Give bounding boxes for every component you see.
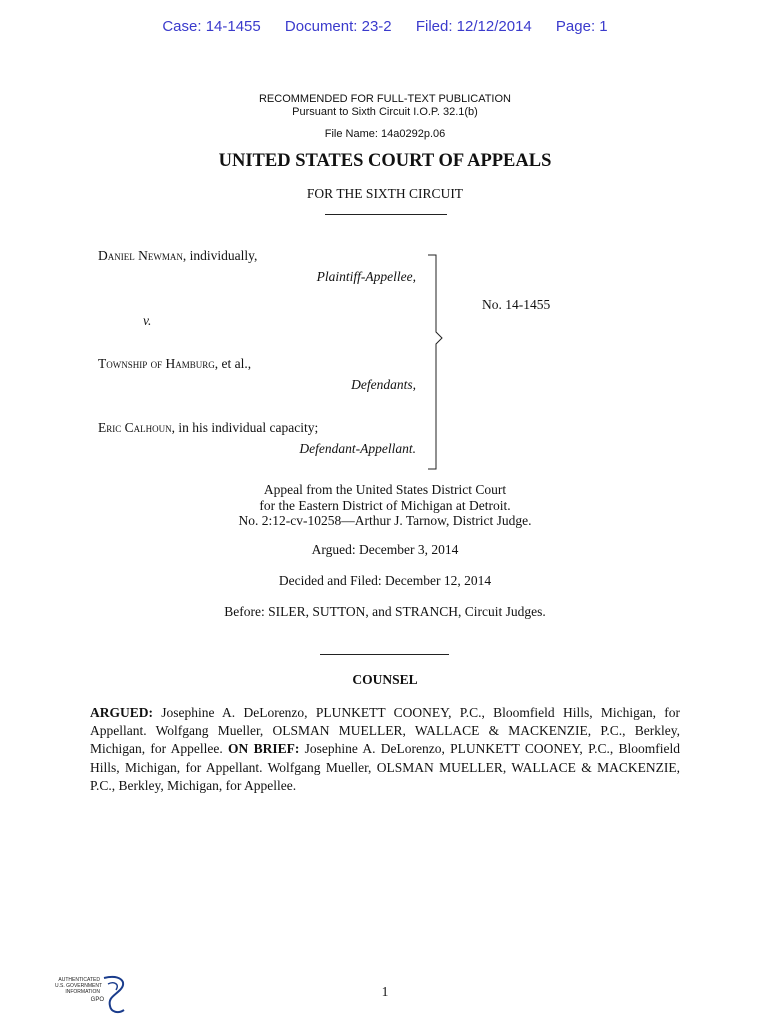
svg-text:AUTHENTICATED: AUTHENTICATED bbox=[58, 977, 100, 983]
file-name: File Name: 14a0292p.06 bbox=[324, 128, 446, 140]
publication-recommendation: RECOMMENDED FOR FULL-TEXT PUBLICATION bbox=[258, 93, 511, 105]
svg-text:GPO: GPO bbox=[90, 997, 104, 1003]
filed-date-stamp: Filed: 12/12/2014 bbox=[415, 18, 532, 35]
defendants-role: Defendants, bbox=[351, 377, 416, 392]
svg-text:U.S. GOVERNMENT: U.S. GOVERNMENT bbox=[55, 983, 102, 989]
svg-text:INFORMATION: INFORMATION bbox=[65, 989, 100, 995]
appeal-info: Appeal from the United States District Court for the Eastern District of Michigan at Detroit. No. 2:12-cv-10258—Arthur J. Tarnow, District Judge. bbox=[238, 482, 532, 528]
circuit-name: FOR THE SIXTH CIRCUIT bbox=[306, 186, 464, 201]
page-number: 1 bbox=[381, 984, 389, 999]
party-defendant: Township of Hamburg, et al., bbox=[98, 356, 252, 371]
court-title: UNITED STATES COURT OF APPEALS bbox=[218, 151, 552, 171]
title-divider bbox=[325, 214, 447, 215]
document-number-stamp: Document: 23-2 bbox=[284, 18, 392, 35]
case-number: No. 14-1455 bbox=[482, 297, 551, 312]
counsel-paragraph: ARGUED: Josephine A. DeLorenzo, PLUNKETT COONEY, P.C., Bloomfield Hills, Michigan, for Appellant. Wolfgang Mueller, OLSMAN MUELLER, WALLACE & MACKENZIE, P.C., Berkley, Michigan, for Appellee. ON BRIEF: Josephine A. DeLorenzo, PLUNKETT COONEY, P.C., Bloomfield Hills, Michigan, for Appellant. Wolfgang Mueller, OLSMAN MUELLER, WALLACE & MACKENZIE, P.C., Berkley, Michigan, for Appellee. bbox=[90, 705, 680, 793]
filing-header bbox=[0, 18, 770, 35]
panel-judges: Before: SILER, SUTTON, and STRANCH, Circuit Judges. bbox=[224, 604, 546, 619]
party-plaintiff: Daniel Newman, individually, bbox=[98, 248, 258, 263]
publication-rule: Pursuant to Sixth Circuit I.O.P. 32.1(b) bbox=[292, 106, 478, 118]
versus: v. bbox=[143, 313, 152, 328]
plaintiff-role: Plaintiff-Appellee, bbox=[316, 269, 416, 284]
argued-date: Argued: December 3, 2014 bbox=[311, 542, 459, 557]
decided-date: Decided and Filed: December 12, 2014 bbox=[278, 573, 492, 588]
page-number-stamp: Page: 1 bbox=[555, 18, 608, 35]
party-defendant-appellant: Eric Calhoun, in his individual capacity; bbox=[98, 420, 319, 435]
caption-brace bbox=[428, 254, 448, 470]
defendant-appellant-role: Defendant-Appellant. bbox=[299, 441, 416, 456]
counsel-heading: COUNSEL bbox=[352, 672, 418, 687]
case-number-stamp: Case: 14-1455 bbox=[162, 18, 261, 35]
counsel-divider bbox=[320, 654, 449, 655]
